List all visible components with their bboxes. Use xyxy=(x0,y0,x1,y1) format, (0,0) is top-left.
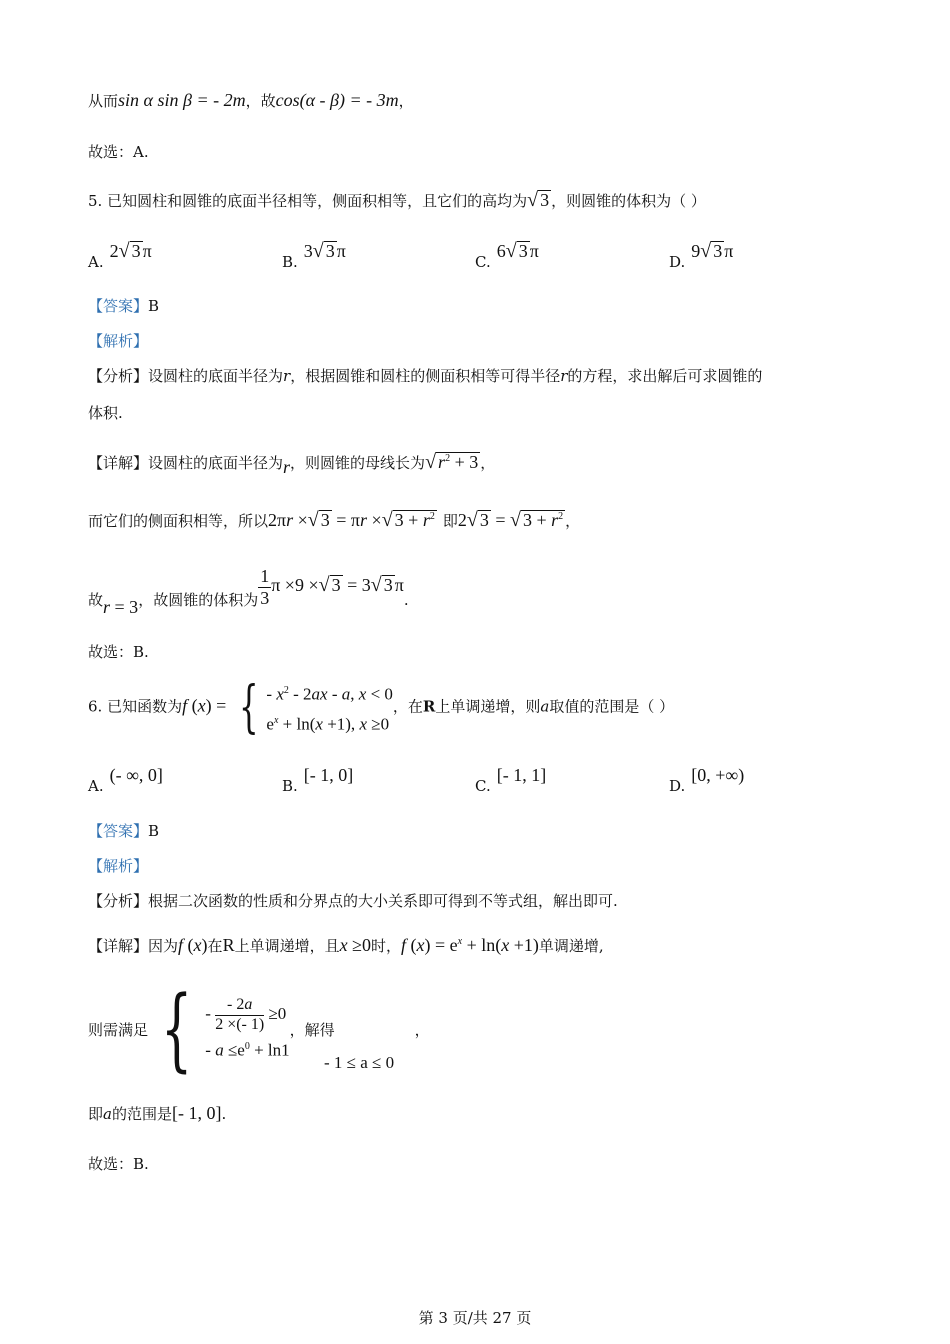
q6-option-a[interactable] xyxy=(88,765,163,796)
volume-expression: $\frac{1}{3}$ π ×9 ×√ 3 = 3√ 3 π xyxy=(260,566,404,608)
option-letter: D. xyxy=(669,253,686,271)
radicand: 3 xyxy=(131,241,141,261)
text: 上单调递增，则 xyxy=(435,697,541,716)
option-value: (- ∞, 0] xyxy=(109,765,163,785)
text: 在 xyxy=(207,937,223,955)
coef: 6 xyxy=(496,241,506,261)
range-value: [- 1, 0] xyxy=(171,1103,222,1123)
q5-choose: 故选：B. xyxy=(88,643,149,661)
text: 的范围是 xyxy=(111,1105,172,1123)
radicand: 3 xyxy=(518,241,528,261)
text: ， xyxy=(414,1021,430,1039)
answer-tag: 【答案】 xyxy=(88,822,149,840)
text: . xyxy=(221,1105,227,1123)
brace: { xyxy=(160,977,193,1082)
coef: 2 xyxy=(109,241,119,261)
q6-result: - 1 ≤ a ≤ 0 xyxy=(324,1053,395,1072)
pi: π xyxy=(529,241,539,261)
fenxi-tag: 【分析】 xyxy=(88,367,149,385)
q6-option-b[interactable] xyxy=(282,765,354,796)
q5-analysis-tag: 【解析】 xyxy=(88,332,149,350)
q6-fenxi xyxy=(88,892,618,910)
text: ，则圆锥的体积为（ ） xyxy=(551,192,706,210)
text: 单调递增, xyxy=(538,937,604,955)
q5-option-a[interactable]: A.2√ 3 π xyxy=(88,240,152,271)
inequality-system: - $\frac{- 2a}{2 \times(- 1)}$ ≥0 - $a \le e^0 + \ln 1$ xyxy=(205,996,290,1060)
piecewise-function: f (x) = xyxy=(182,695,231,716)
text: 取值的范围是（ ） xyxy=(549,697,675,716)
xiangjie-tag: 【详解】 xyxy=(88,937,149,955)
answer-value: B xyxy=(148,822,160,840)
coef: 3 xyxy=(303,241,313,261)
text: 即 xyxy=(442,512,458,530)
text: 时， xyxy=(370,937,401,955)
q6-range xyxy=(88,1103,226,1125)
equation: 2√ 3 = √ $3 + r^2$ xyxy=(457,509,564,531)
brace: { xyxy=(238,674,259,740)
pi: π xyxy=(724,241,734,261)
option-letter: D. xyxy=(669,777,686,795)
answer-tag: 【答案】 xyxy=(88,297,149,315)
option-letter: B. xyxy=(282,253,298,271)
option-value: [- 1, 0] xyxy=(303,765,354,785)
var-a: a xyxy=(103,1105,112,1123)
text: 即 xyxy=(88,1105,104,1123)
option-letter: A. xyxy=(88,777,104,795)
option-letter: C. xyxy=(475,253,491,271)
question-5-stem xyxy=(88,188,706,212)
text: 根据二次函数的性质和分界点的大小关系即可得到不等式组，解出即可. xyxy=(148,892,618,910)
fenxi-tag: 【分析】 xyxy=(88,892,149,910)
text: 而它们的侧面积相等，所以 xyxy=(88,512,269,530)
pi: π xyxy=(142,241,152,261)
text: ，在 xyxy=(392,697,423,716)
text: 6. 已知函数为 xyxy=(88,697,183,716)
q5-option-b[interactable]: B.3√ 3 π xyxy=(282,240,346,271)
page-footer: 第 3 页/共 27 页 xyxy=(418,1309,532,1327)
math: f (x) xyxy=(178,935,208,955)
q5-option-c[interactable]: C.6√ 3 π xyxy=(475,240,539,271)
pi: π xyxy=(336,241,346,261)
text: ，故 xyxy=(245,92,276,110)
q5-xiangjie-1: 【详解】设圆柱的底面半径为r，则圆锥的母线长为√ $r^2 + 3$ ， xyxy=(88,451,496,477)
coef: 9 xyxy=(691,241,701,261)
answer-value: B xyxy=(148,297,160,315)
choose-line: 故选：A. xyxy=(88,143,149,161)
text: 设圆柱的底面半径为 xyxy=(148,454,284,472)
sqrt-expression: √ $r^2 + 3$ xyxy=(425,451,479,473)
q5-fenxi xyxy=(88,367,762,385)
radicand: 3 xyxy=(713,241,723,261)
math: f $(x) = e^x + \ln(x +1)$ xyxy=(401,935,539,955)
q6-xiangjie-1 xyxy=(88,935,604,957)
math: x ≥0 xyxy=(339,935,371,955)
var-r: r xyxy=(283,367,291,385)
option-letter: B. xyxy=(282,777,298,795)
q6-option-d[interactable] xyxy=(669,765,745,796)
sqrt3: √ 3 xyxy=(527,189,550,211)
option-value: [- 1, 1] xyxy=(496,765,547,785)
radicand: 3 xyxy=(325,241,335,261)
q5-xiangjie-3: 故r = 3，故圆锥的体积为 $\frac{1}{3}$ π ×9 ×√ 3 = 3√ 3 π. xyxy=(88,566,409,618)
option-value: [0, +∞) xyxy=(691,765,745,785)
text: 则需满足 xyxy=(88,1021,149,1039)
text: 从而 xyxy=(88,92,119,110)
q6-answer xyxy=(88,822,159,840)
text: ， xyxy=(398,92,414,110)
xiangjie-tag: 【详解】 xyxy=(88,454,149,472)
equation: r = 3 xyxy=(103,597,139,618)
text: 设圆柱的底面半径为 xyxy=(148,367,284,385)
text: 5. 已知圆柱和圆锥的底面半径相等，侧面积相等，且它们的高均为 xyxy=(88,192,528,210)
option-letter: A. xyxy=(88,253,104,271)
q5-option-d[interactable]: D.9√ 3 π xyxy=(669,240,734,271)
q6-option-c[interactable] xyxy=(475,765,547,796)
text: ，则圆锥的母线长为 xyxy=(290,454,426,472)
math-expression: cos(α - β) = - 3m xyxy=(275,90,399,110)
q5-fenxi-cont: 体积. xyxy=(88,404,123,422)
var-r: r xyxy=(283,457,291,477)
text: 上单调递增，且 xyxy=(234,937,340,955)
var-r: r xyxy=(560,367,568,385)
text: ，解得 xyxy=(289,1021,335,1039)
q5-answer xyxy=(88,297,159,315)
set-R: R xyxy=(222,935,235,955)
text: 因为 xyxy=(148,937,179,955)
text: 的方程，求出解后可求圆锥的 xyxy=(567,367,763,385)
math-expression: sin α sin β = - 2m xyxy=(118,90,246,110)
question-6-stem xyxy=(88,674,675,740)
text: ，根据圆锥和圆柱的侧面积相等可得半径 xyxy=(290,367,561,385)
q5-xiangjie-2: 而它们的侧面积相等，所以2πr ×√ 3 = πr ×√ $3 + r^2$ 即2√ 3 = √ $3 + r^2$ ， xyxy=(88,509,581,531)
set-R: R xyxy=(422,697,436,716)
equation: 2πr ×√ 3 = πr ×√ $3 + r^2$ xyxy=(268,509,435,531)
text: 故 xyxy=(88,591,104,610)
q6-choose: 故选：B. xyxy=(88,1155,149,1173)
text: ，故圆锥的体积为 xyxy=(138,591,259,610)
option-letter: C. xyxy=(475,777,491,795)
q6-analysis-tag: 【解析】 xyxy=(88,857,149,875)
derivation-line xyxy=(88,90,414,112)
var-a: a xyxy=(540,697,550,716)
cases: - $x^2 - 2ax$ - a, x < 0 $e^x + \ln(x +1)$, x ≥0 xyxy=(266,684,393,734)
